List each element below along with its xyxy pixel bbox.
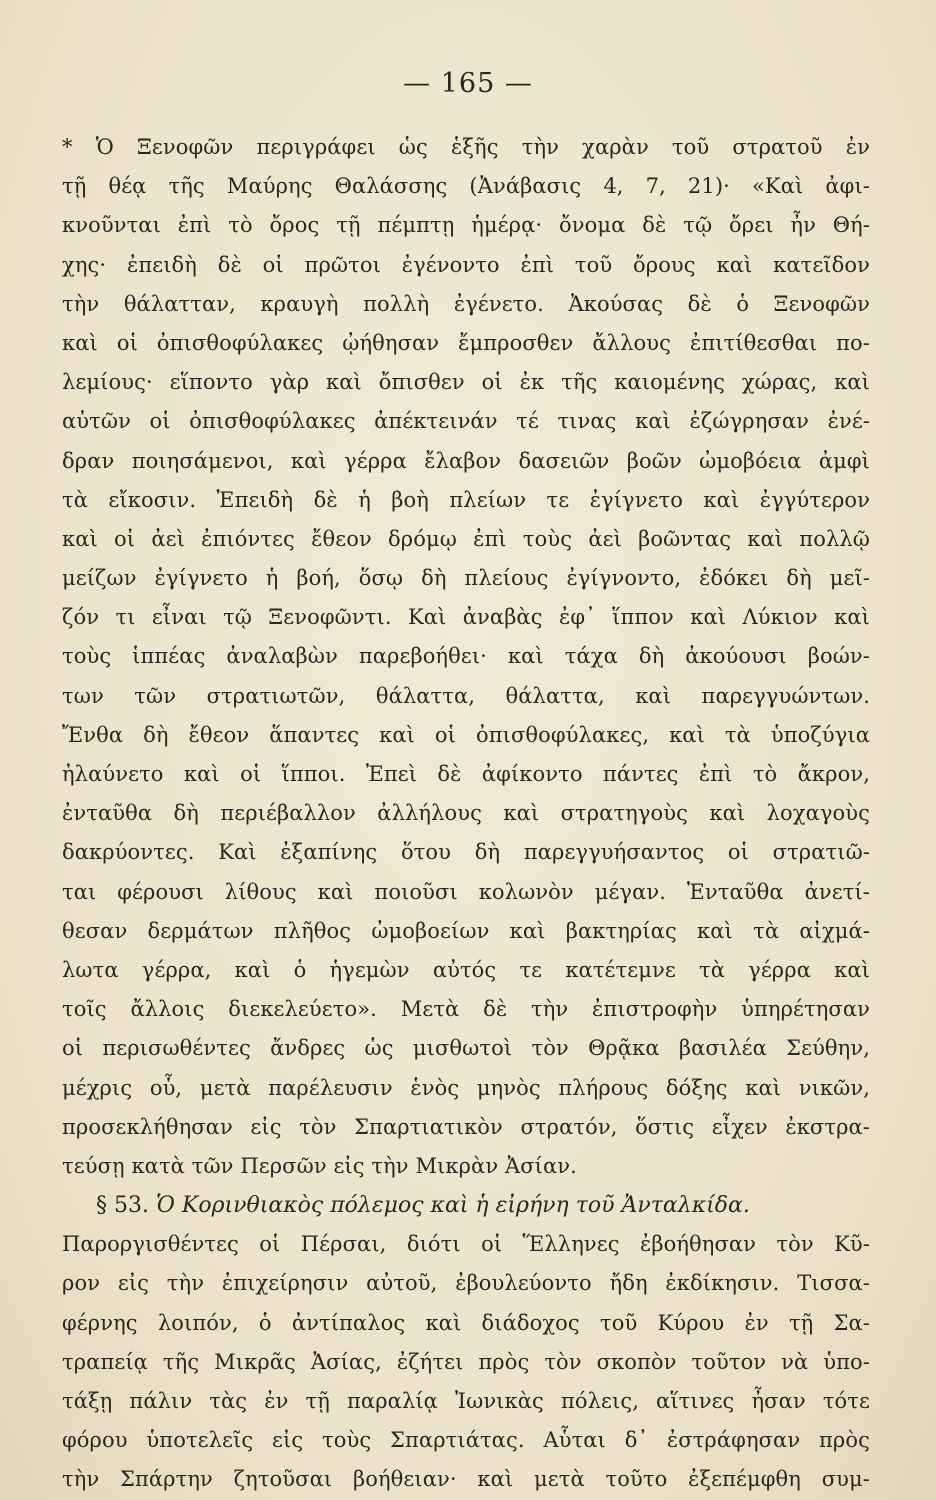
text-line: ζόν τι εἶναι τῷ Ξενοφῶντι. Καὶ ἀναβὰς ἐφ᾿ ἵππον καὶ Λύκιον καὶ (62, 605, 870, 630)
section-title: Ὁ Κορινθιακὸς πόλεμος καὶ ἡ εἰρήνη τοῦ Ἀνταλκίδα. (155, 1193, 750, 1219)
text-line: ἠλαύνετο καὶ οἱ ἵπποι. Ἐπεὶ δὲ ἀφίκοντο πάντες ἐπὶ τὸ ἄκρον, (62, 762, 870, 786)
text-line: τεύσῃ κατὰ τῶν Περσῶν εἰς τὴν Μικρὰν Ἀσίαν. (62, 1153, 577, 1178)
text-line: Ἔνθα δὴ ἔθεον ἅπαντες καὶ οἱ ὀπισθοφύλακες, καὶ τὰ ὑποζύγια (62, 722, 870, 747)
text-line: τάξῃ πάλιν τὰς ἐν τῇ παραλίᾳ Ἰωνικὰς πόλεις, αἵτινες ἦσαν τότε (62, 1389, 870, 1413)
text-line: κνοῦνται ἐπὶ τὸ ὄρος τῇ πέμπτῃ ἡμέρᾳ· ὄνομα δὲ τῷ ὄρει ἦν Θή- (62, 213, 870, 238)
text-line: χης· ἐπειδὴ δὲ οἱ πρῶτοι ἐγένοντο ἐπὶ τοῦ ὄρους καὶ κατεῖδον (62, 252, 870, 277)
text-line: αὐτῶν οἱ ὀπισθοφύλακες ἀπέκτεινάν τέ τινας καὶ ἐζώγρησαν ἐνέ- (62, 409, 870, 434)
text-line: τὰ εἴκοσιν. Ἐπειδὴ δὲ ἡ βοὴ πλείων τε ἐγίγνετο καὶ ἐγγύτερον (62, 487, 870, 512)
text-line: των τῶν στρατιωτῶν, θάλαττα, θάλαττα, καὶ παρεγγυώντων. (62, 683, 870, 708)
text-line: ται φέρουσι λίθους καὶ ποιοῦσι κολωνὸν μέγαν. Ἐνταῦθα ἀνετί- (62, 879, 870, 904)
text-line: τῇ θέᾳ τῆς Μαύρης Θαλάσσης (Ἀνάβασις 4, 7, 21)· «Καὶ ἀφι- (62, 174, 870, 199)
text-line: προσεκλήθησαν εἰς τὸν Σπαρτιατικὸν στρατόν, ὅστις εἶχεν ἐκστρα- (62, 1114, 870, 1139)
section-heading (62, 1186, 870, 1225)
section-number: § 53. (96, 1193, 149, 1219)
text-line: τοῖς ἄλλοις διεκελεύετο». Μετὰ δὲ τὴν ἐπιστροφὴν ὑπηρέτησαν (62, 997, 870, 1022)
text-line: μείζων ἐγίγνετο ἡ βοή, ὅσῳ δὴ πλείους ἐγίγνοντο, ἐδόκει δὴ μεῖ- (62, 566, 870, 591)
text-line: δραν ποιησάμενοι, καὶ γέρρα ἔλαβον δασειῶν βοῶν ὠμοβόεια ἀμφὶ (62, 448, 870, 473)
text-line: Παροργισθέντες οἱ Πέρσαι, διότι οἱ Ἕλληνες ἐβοήθησαν τὸν Κῦ- (62, 1232, 870, 1257)
text-line: δακρύοντες. Καὶ ἐξαπίνης ὅτου δὴ παρεγγυήσαντος οἱ στρατιῶ- (62, 840, 870, 865)
text-line: μέχρις οὗ, μετὰ παρέλευσιν ἑνὸς μηνὸς πλήρους δόξης καὶ νικῶν, (62, 1075, 870, 1100)
text-line: ἐνταῦθα δὴ περιέβαλλον ἀλλήλους καὶ στρατηγοὺς καὶ λοχαγοὺς (62, 801, 870, 826)
page-number: — 165 — (403, 68, 533, 99)
footnote-paragraph (62, 128, 870, 1186)
text-line: τὴν θάλατταν, κραυγὴ πολλὴ ἐγένετο. Ἀκούσας δὲ ὁ Ξενοφῶν (62, 291, 870, 316)
text-line: καὶ οἱ ἀεὶ ἐπιόντες ἔθεον δρόμῳ ἐπὶ τοὺς ἀεὶ βοῶντας καὶ πολλῷ (62, 526, 870, 551)
text-line: φόρου ὑποτελεῖς εἰς τοὺς Σπαρτιάτας. Αὗται δ᾿ ἐστράφησαν πρὸς (62, 1428, 870, 1453)
text-line: τραπείᾳ τῆς Μικρᾶς Ἀσίας, ἐζήτει πρὸς τὸν σκοπὸν τοῦτον νὰ ὑπο- (62, 1349, 870, 1374)
text-line: λεμίους· εἵποντο γὰρ καὶ ὄπισθεν οἱ ἐκ τῆς καιομένης χώρας, καὶ (62, 370, 870, 395)
text-line: λωτα γέρρα, καὶ ὁ ἡγεμὼν αὐτός τε κατέτεμνε τὰ γέρρα καὶ (62, 957, 870, 982)
text-line: οἱ περισωθέντες ἄνδρες ὡς μισθωτοὶ τὸν Θρᾷκα βασιλέα Σεύθην, (62, 1036, 870, 1061)
text-line: θεσαν δερμάτων πλῆθος ὠμοβοείων καὶ βακτηρίας καὶ τὰ αἰχμά- (62, 918, 870, 943)
body-text (62, 128, 870, 1500)
text-line: τοὺς ἱππέας ἀναλαβὼν παρεβοήθει· καὶ τάχα δὴ ἀκούουσι βοών- (62, 644, 870, 669)
main-paragraph (62, 1225, 870, 1499)
text-line: φέρνης λοιπόν, ὁ ἀντίπαλος καὶ διάδοχος τοῦ Κύρου ἐν τῇ Σα- (62, 1310, 870, 1335)
text-line: τὴν Σπάρτην ζητοῦσαι βοήθειαν· καὶ μετὰ τοῦτο ἐξεπέμφθη συμ- (62, 1467, 870, 1492)
text-line: ρον εἰς τὴν ἐπιχείρησιν αὐτοῦ, ἐβουλεύοντο ἤδη ἐκδίκησιν. Τισσα- (62, 1271, 870, 1296)
text-line: * Ὁ Ξενοφῶν περιγράφει ὡς ἑξῆς τὴν χαρὰν τοῦ στρατοῦ ἐν (62, 135, 870, 159)
text-line: καὶ οἱ ὀπισθοφύλακες ᾠήθησαν ἔμπροσθεν ἄλλους ἐπιτίθεσθαι πο- (62, 330, 870, 355)
